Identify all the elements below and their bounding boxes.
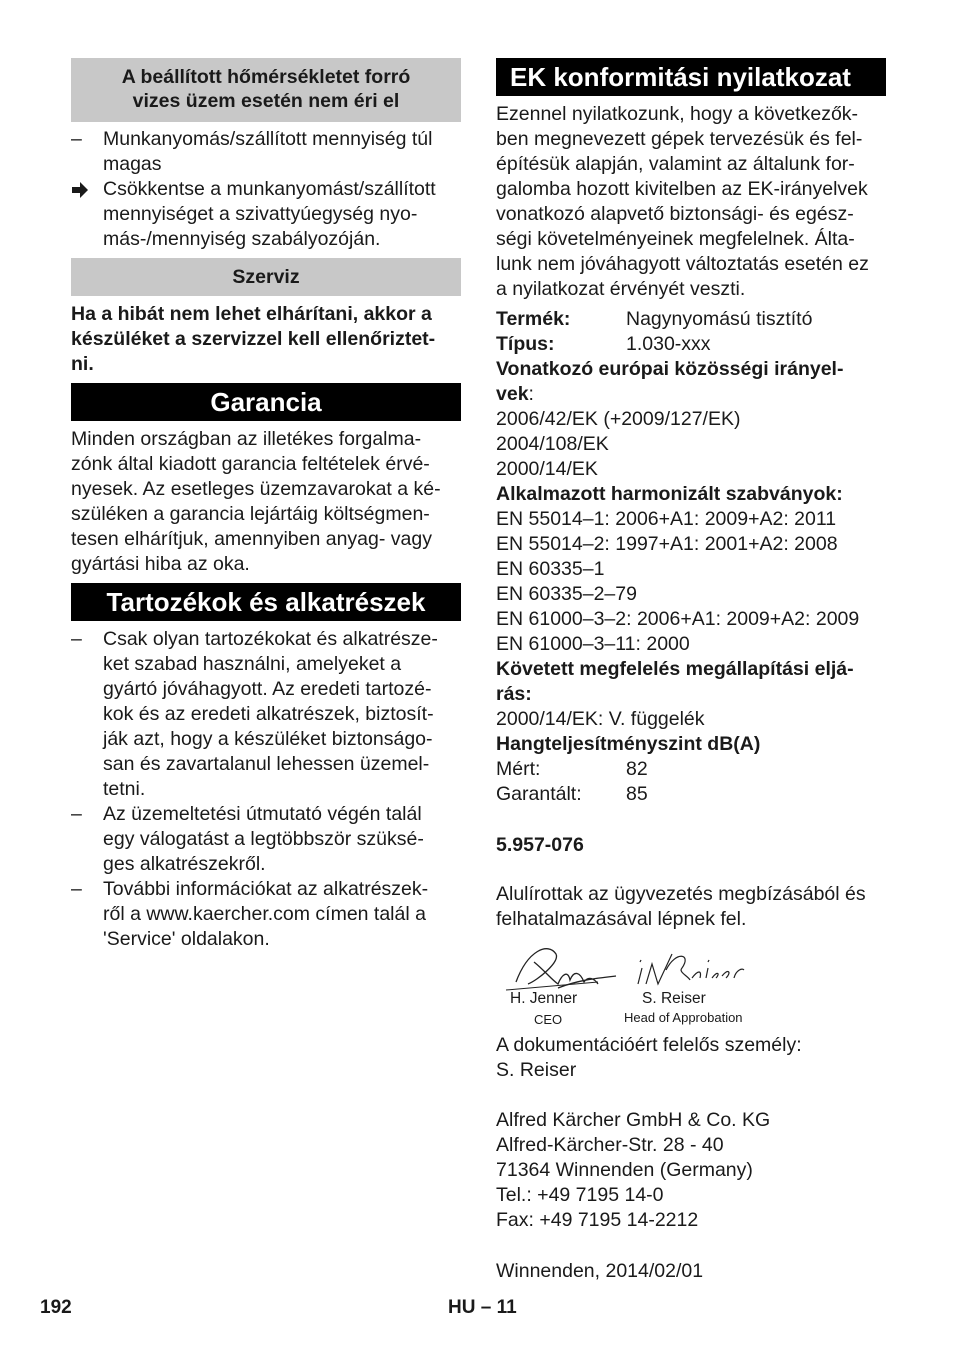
text-line: S. Reiser: [496, 1059, 577, 1081]
list-line: mennyiséget a szivattyúegység nyo-: [103, 203, 418, 225]
text-line: a nyilatkozat érvényét veszti.: [496, 278, 746, 300]
text-line: ni.: [71, 353, 94, 375]
measured-row: [496, 757, 886, 782]
procedure-label-cont: rás:: [496, 683, 532, 705]
section-indicator: HU – 11: [448, 1297, 517, 1318]
text-line: Minden országban az illetékes forgalma-: [71, 428, 422, 450]
service-heading: Szerviz: [71, 258, 461, 296]
procedure-label: Követett megfelelés megállapítási eljá-: [496, 658, 854, 680]
dash-bullet: –: [71, 628, 82, 650]
type-label: Típus:: [496, 333, 555, 355]
directive-item: 2000/14/EK: [496, 458, 598, 480]
standard-item: EN 61000–3–11: 2000: [496, 633, 690, 655]
list-line: san és zavartalanul lehessen üzemel-: [103, 753, 430, 775]
standard-item: EN 61000–3–2: 2006+A1: 2009+A2: 2009: [496, 608, 860, 630]
list-line: ges alkatrészekről.: [103, 853, 266, 875]
directives-label-cont: [496, 382, 534, 407]
reiser-signature-scribble: [632, 940, 752, 990]
temperature-heading-line: vizes üzem esetén nem éri el: [132, 90, 400, 112]
product-value: Nagynyomású tisztító: [626, 308, 813, 330]
place-date: Winnenden, 2014/02/01: [496, 1260, 704, 1282]
list-line: kok és az eredeti alkatrészek, biztosít-: [103, 703, 434, 725]
list-line: más-/mennyiség szabályozóján.: [103, 228, 381, 250]
list-line: tetni.: [103, 778, 146, 800]
directives-label: Vonatkozó európai közösségi irányel-: [496, 358, 844, 380]
guaranteed-value: 85: [626, 783, 648, 805]
service-text: [71, 302, 461, 377]
address-line: Alfred-Kärcher-Str. 28 - 40: [496, 1134, 724, 1156]
directives-label-end: vek: [496, 383, 529, 405]
address-line: Tel.: +49 7195 14-0: [496, 1184, 664, 1206]
ek-declaration-heading: EK konformitási nyilatkozat: [496, 58, 886, 96]
text-line: ségi követelményeinek megfelelnek. Álta-: [496, 228, 855, 250]
text-line: nyesek. Az esetleges üzemzavarokat a ké-: [71, 478, 441, 500]
text-line: felhatalmazásával lépnek fel.: [496, 908, 747, 930]
standard-item: EN 60335–1: [496, 558, 605, 580]
list-line: Csak olyan tartozékokat és alkatrésze-: [103, 628, 438, 650]
text-line: gyártási hiba az oka.: [71, 553, 250, 575]
list-line: ről a www.kaercher.com címen talál a: [103, 903, 426, 925]
page-number: 192: [40, 1297, 72, 1318]
address-line: 71364 Winnenden (Germany): [496, 1159, 753, 1181]
directives-colon: :: [528, 383, 534, 405]
jenner-signature-scribble: [498, 940, 618, 996]
text-line: vonatkozó alapvető biztonsági- és egész-: [496, 203, 854, 225]
measured-value: 82: [626, 758, 648, 780]
dash-bullet: –: [71, 878, 82, 900]
signers-intro: [496, 882, 886, 932]
standard-item: EN 60335–2–79: [496, 583, 637, 605]
warranty-text: [71, 427, 461, 577]
text-line: Ha a hibát nem lehet elhárítani, akkor a: [71, 303, 432, 325]
list-line: Az üzemeltetési útmutató végén talál: [103, 803, 422, 825]
dash-bullet: –: [71, 128, 82, 150]
list-line: Munkanyomás/szállított mennyiség túl: [103, 128, 433, 150]
address-line: Alfred Kärcher GmbH & Co. KG: [496, 1109, 771, 1131]
text-line: galomba hozott kivitelben az EK-irányelvek: [496, 178, 868, 200]
guaranteed-row: [496, 782, 886, 807]
list-line: ket szabad használni, amelyeket a: [103, 653, 402, 675]
product-label: Termék:: [496, 308, 571, 330]
type-value: 1.030-xxx: [626, 333, 711, 355]
documentation-person: [496, 1033, 886, 1083]
text-line: építésük alapján, valamint az általunk for-: [496, 153, 855, 175]
warranty-heading: Garancia: [71, 383, 461, 421]
accessories-heading: Tartozékok és alkatrészek: [71, 583, 461, 621]
ek-intro-text: [496, 102, 886, 302]
text-line: szüléken a garancia lejártáig költségmen-: [71, 503, 430, 525]
list-line: gyártó jóváhagyott. Az eredeti tartozé-: [103, 678, 432, 700]
text-line: Alulírottak az ügyvezetés megbízásából és: [496, 883, 866, 905]
measured-label: Mért:: [496, 758, 541, 780]
list-line: További információkat az alkatrészek-: [103, 878, 429, 900]
text-line: A dokumentációért felelős személy:: [496, 1034, 802, 1056]
guaranteed-label: Garantált:: [496, 783, 582, 805]
temperature-heading: [71, 58, 461, 122]
text-line: tesen elhárítjuk, amennyiben anyag- vagy: [71, 528, 432, 550]
arrow-right-icon: [71, 177, 91, 206]
text-line: ben megnevezett gépek tervezésük és fel-: [496, 128, 863, 150]
signer-title: Head of Approbation: [624, 1010, 743, 1025]
text-line: zónk által kiadott garancia feltételek érvé-: [71, 453, 430, 475]
company-address: [496, 1108, 886, 1233]
type-row: [496, 332, 886, 357]
signer-name: S. Reiser: [642, 990, 706, 1007]
signature-jenner: [498, 940, 618, 1030]
directive-item: 2004/108/EK: [496, 433, 609, 455]
standards-label: Alkalmazott harmonizált szabványok:: [496, 483, 843, 505]
standard-item: EN 55014–1: 2006+A1: 2009+A2: 2011: [496, 508, 837, 530]
list-line: egy válogatást a legtöbbször szüksé-: [103, 828, 424, 850]
list-line: Csökkentse a munkanyomást/szállított: [103, 178, 436, 200]
directive-item: 2006/42/EK (+2009/127/EK): [496, 408, 741, 430]
list-line: magas: [103, 153, 162, 175]
list-line: 'Service' oldalakon.: [103, 928, 270, 950]
address-line: Fax: +49 7195 14-2212: [496, 1209, 699, 1231]
sound-level-label: Hangteljesítményszint dB(A): [496, 733, 761, 755]
document-number: 5.957-076: [496, 834, 584, 856]
signer-name: H. Jenner: [510, 990, 578, 1007]
signer-title: CEO: [534, 1012, 563, 1027]
standard-item: EN 55014–2: 1997+A1: 2001+A2: 2008: [496, 533, 838, 555]
signature-reiser: [624, 940, 764, 1030]
list-line: ják azt, hogy a készüléket biztonságo-: [103, 728, 433, 750]
text-line: készüléket a szervizzel kell ellenőriztet-: [71, 328, 436, 350]
text-line: Ezennel nyilatkozunk, hogy a következők-: [496, 103, 859, 125]
product-row: [496, 307, 886, 332]
procedure-value: 2000/14/EK: V. függelék: [496, 708, 705, 730]
text-line: lunk nem jóváhagyott változtatás esetén ez: [496, 253, 869, 275]
temperature-heading-line: A beállított hőmérsékletet forró: [121, 66, 411, 88]
dash-bullet: –: [71, 803, 82, 825]
